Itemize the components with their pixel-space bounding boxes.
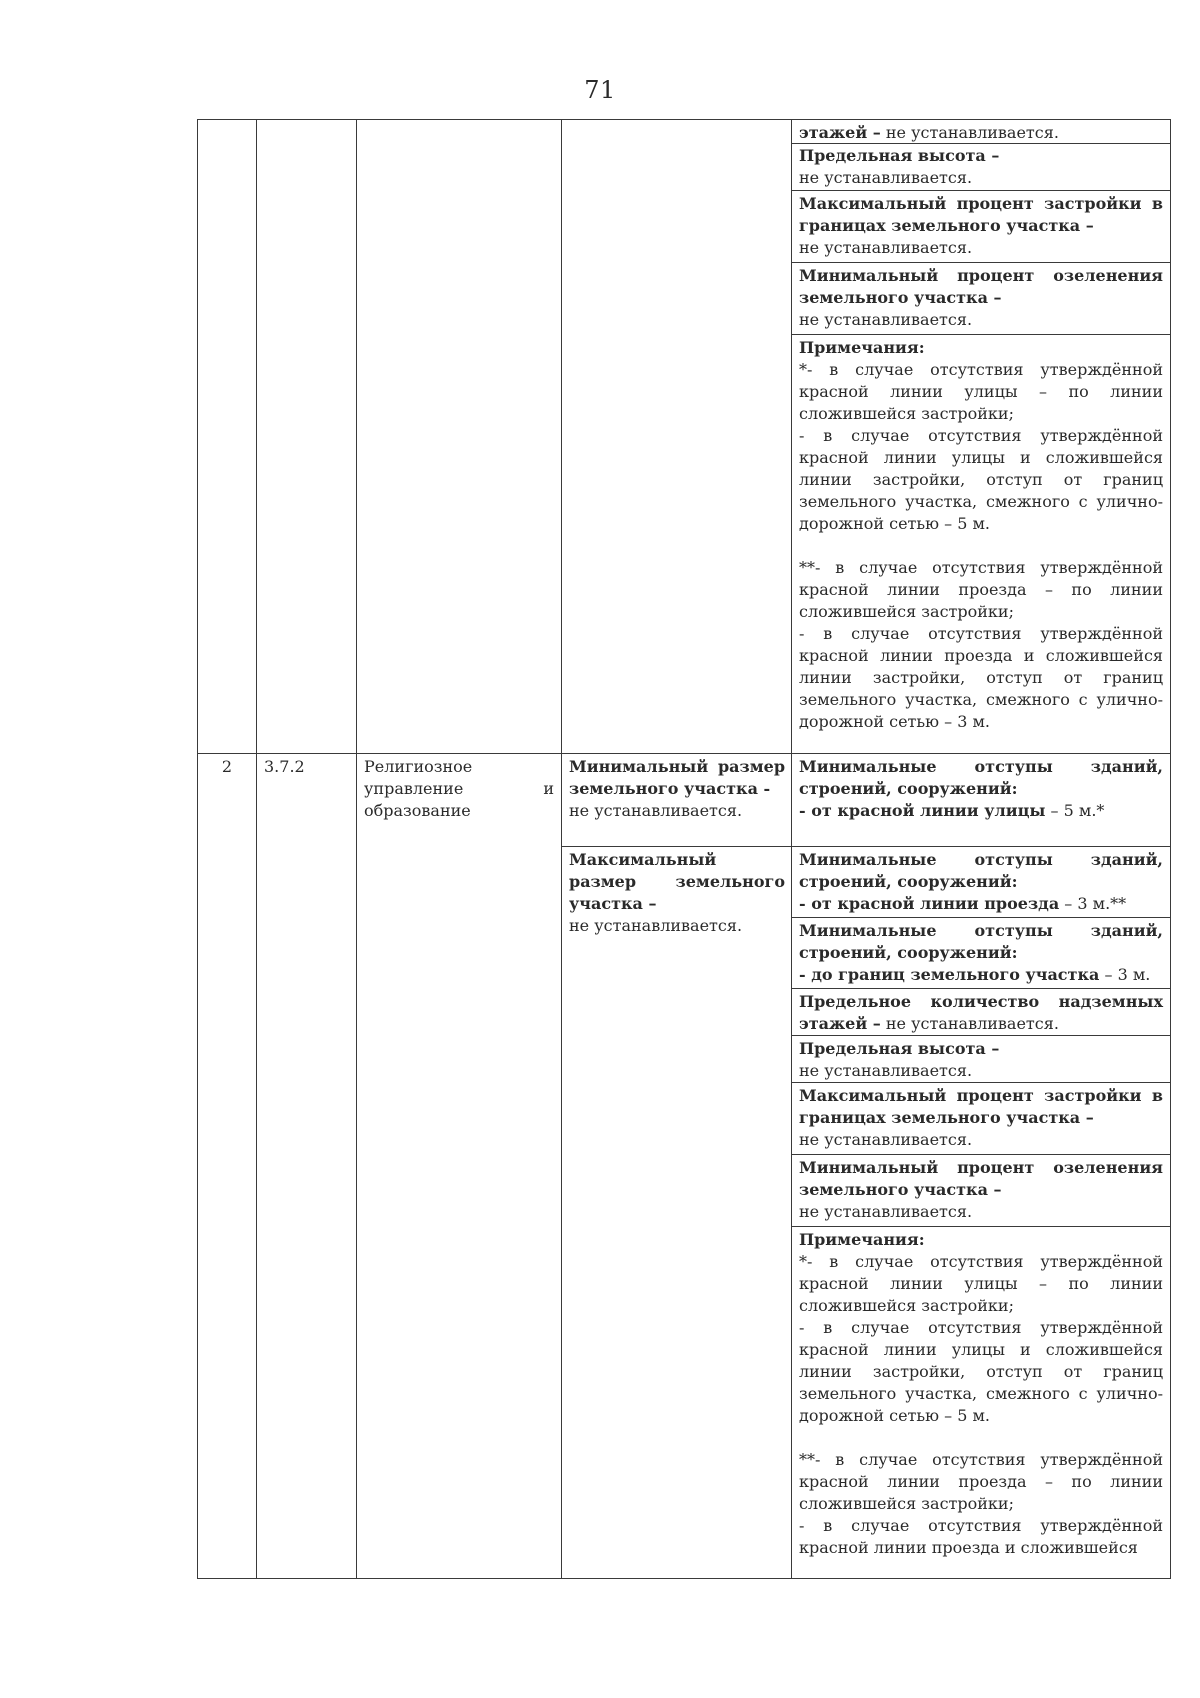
top-max-coverage-cell — [799, 193, 1163, 259]
cell-value: – 3 м.** — [1059, 894, 1127, 913]
row-line — [791, 262, 1171, 263]
top-floors-cell — [799, 122, 1163, 144]
row-line — [791, 1035, 1171, 1036]
notes-cell — [799, 1229, 1163, 1559]
cell-value: не устанавливается. — [799, 310, 973, 329]
row-line — [791, 988, 1171, 989]
note-line: *- в случае отсутствия утверждённой красной линии улицы – по линии сложившейся застройки; — [799, 360, 1163, 423]
note-line: - в случае отсутствия утверждённой красной линии улицы и сложившейся линии застройки, отступ от границ земельного участка, смежного с улично-дорожной сетью – 5 м. — [799, 1318, 1163, 1425]
cell-label: Максимальный размер земельного участка – — [569, 850, 785, 913]
cell-label: Максимальный процент застройки в границах земельного участка – — [799, 194, 1163, 235]
cell-label: Предельная высота – — [799, 146, 1000, 165]
row-line — [791, 917, 1171, 918]
row-line — [791, 1154, 1171, 1155]
column-separator-4 — [791, 119, 792, 1579]
cell-label: - от красной линии проезда — [799, 894, 1060, 913]
cell-label: Минимальные отступы зданий, строений, сооружений: — [799, 757, 1163, 798]
note-line: - в случае отсутствия утверждённой красной линии улицы и сложившейся линии застройки, отступ от границ земельного участка, смежного с улично-дорожной сетью – 5 м. — [799, 426, 1163, 533]
table-border-bottom — [197, 1578, 1171, 1579]
column-separator-1 — [256, 119, 257, 1579]
cell-value: не устанавливается. — [799, 1130, 973, 1149]
cell-value: не устанавливается. — [569, 916, 743, 935]
table-border-top — [197, 119, 1171, 120]
note-line: **- в случае отсутствия утверждённой красной линии проезда – по линии сложившейся застройки; — [799, 1450, 1163, 1513]
column-separator-2 — [356, 119, 357, 1579]
row-line — [561, 846, 1171, 847]
setback-street-cell — [799, 756, 1163, 822]
size-max-cell — [569, 849, 785, 937]
row-line — [791, 1226, 1171, 1227]
row-line — [791, 190, 1171, 191]
note-line: - в случае отсутствия утверждённой красной линии проезда и сложившейся линии застройки, отступ от границ земельного участка, смежного с улично-дорожной сетью – 3 м. — [799, 624, 1163, 731]
top-min-greening-cell — [799, 265, 1163, 331]
page-number: 71 — [584, 76, 616, 104]
row-number: 2 — [221, 757, 233, 776]
cell-label: Минимальные отступы зданий, строений, сооружений: — [799, 850, 1163, 891]
cell-label: Предельная высота – — [799, 1039, 1000, 1058]
cell-value: не устанавливается. — [799, 1202, 973, 1221]
cell-value: не устанавливается. — [569, 801, 743, 820]
row-2-top-line — [197, 753, 1171, 754]
setback-border-cell — [799, 920, 1163, 986]
cell-label: Минимальные отступы зданий, строений, сооружений: — [799, 921, 1163, 962]
cell-label: - до границ земельного участка — [799, 965, 1100, 984]
note-line: - в случае отсутствия утверждённой красной линии проезда и сложившейся — [799, 1516, 1163, 1557]
setback-passage-cell — [799, 849, 1163, 915]
height-cell — [799, 1038, 1163, 1082]
top-height-cell — [799, 145, 1163, 189]
cell-value: не устанавливается. — [880, 123, 1059, 142]
note-line: *- в случае отсутствия утверждённой красной линии улицы – по линии сложившейся застройки; — [799, 1252, 1163, 1315]
floors-cell — [799, 991, 1163, 1035]
cell-label: Предельное количество надземных этажей – — [799, 992, 1163, 1033]
cell-value: – 3 м. — [1099, 965, 1151, 984]
notes-title: Примечания: — [799, 1230, 925, 1249]
cell-label: Минимальный процент озеленения земельного участка – — [799, 1158, 1163, 1199]
min-greening-cell — [799, 1157, 1163, 1223]
note-line: **- в случае отсутствия утверждённой красной линии проезда – по линии сложившейся застройки; — [799, 558, 1163, 621]
cell-value: не устанавливается. — [799, 1061, 973, 1080]
cell-label: этажей – — [799, 123, 881, 142]
cell-label: Минимальный размер земельного участка - — [569, 757, 785, 798]
cell-value: не устанавливается. — [799, 238, 973, 257]
cell-value: не устанавливается. — [799, 168, 973, 187]
cell-value: – 5 м.* — [1045, 801, 1105, 820]
row-line — [791, 1082, 1171, 1083]
max-coverage-cell — [799, 1085, 1163, 1151]
table-border-right — [1170, 119, 1171, 1579]
top-notes-cell — [799, 337, 1163, 733]
cell-label: - от красной линии улицы — [799, 801, 1046, 820]
notes-title: Примечания: — [799, 338, 925, 357]
column-separator-3 — [561, 119, 562, 1579]
cell-label: Максимальный процент застройки в границах земельного участка – — [799, 1086, 1163, 1127]
size-min-cell — [569, 756, 785, 822]
table-border-left — [197, 119, 198, 1579]
cell-value: не устанавливается. — [880, 1014, 1059, 1033]
row-line — [791, 334, 1171, 335]
row-code: 3.7.2 — [264, 757, 305, 776]
row-name: Религиозное управление и образование — [364, 757, 554, 820]
cell-label: Минимальный процент озеленения земельного участка – — [799, 266, 1163, 307]
